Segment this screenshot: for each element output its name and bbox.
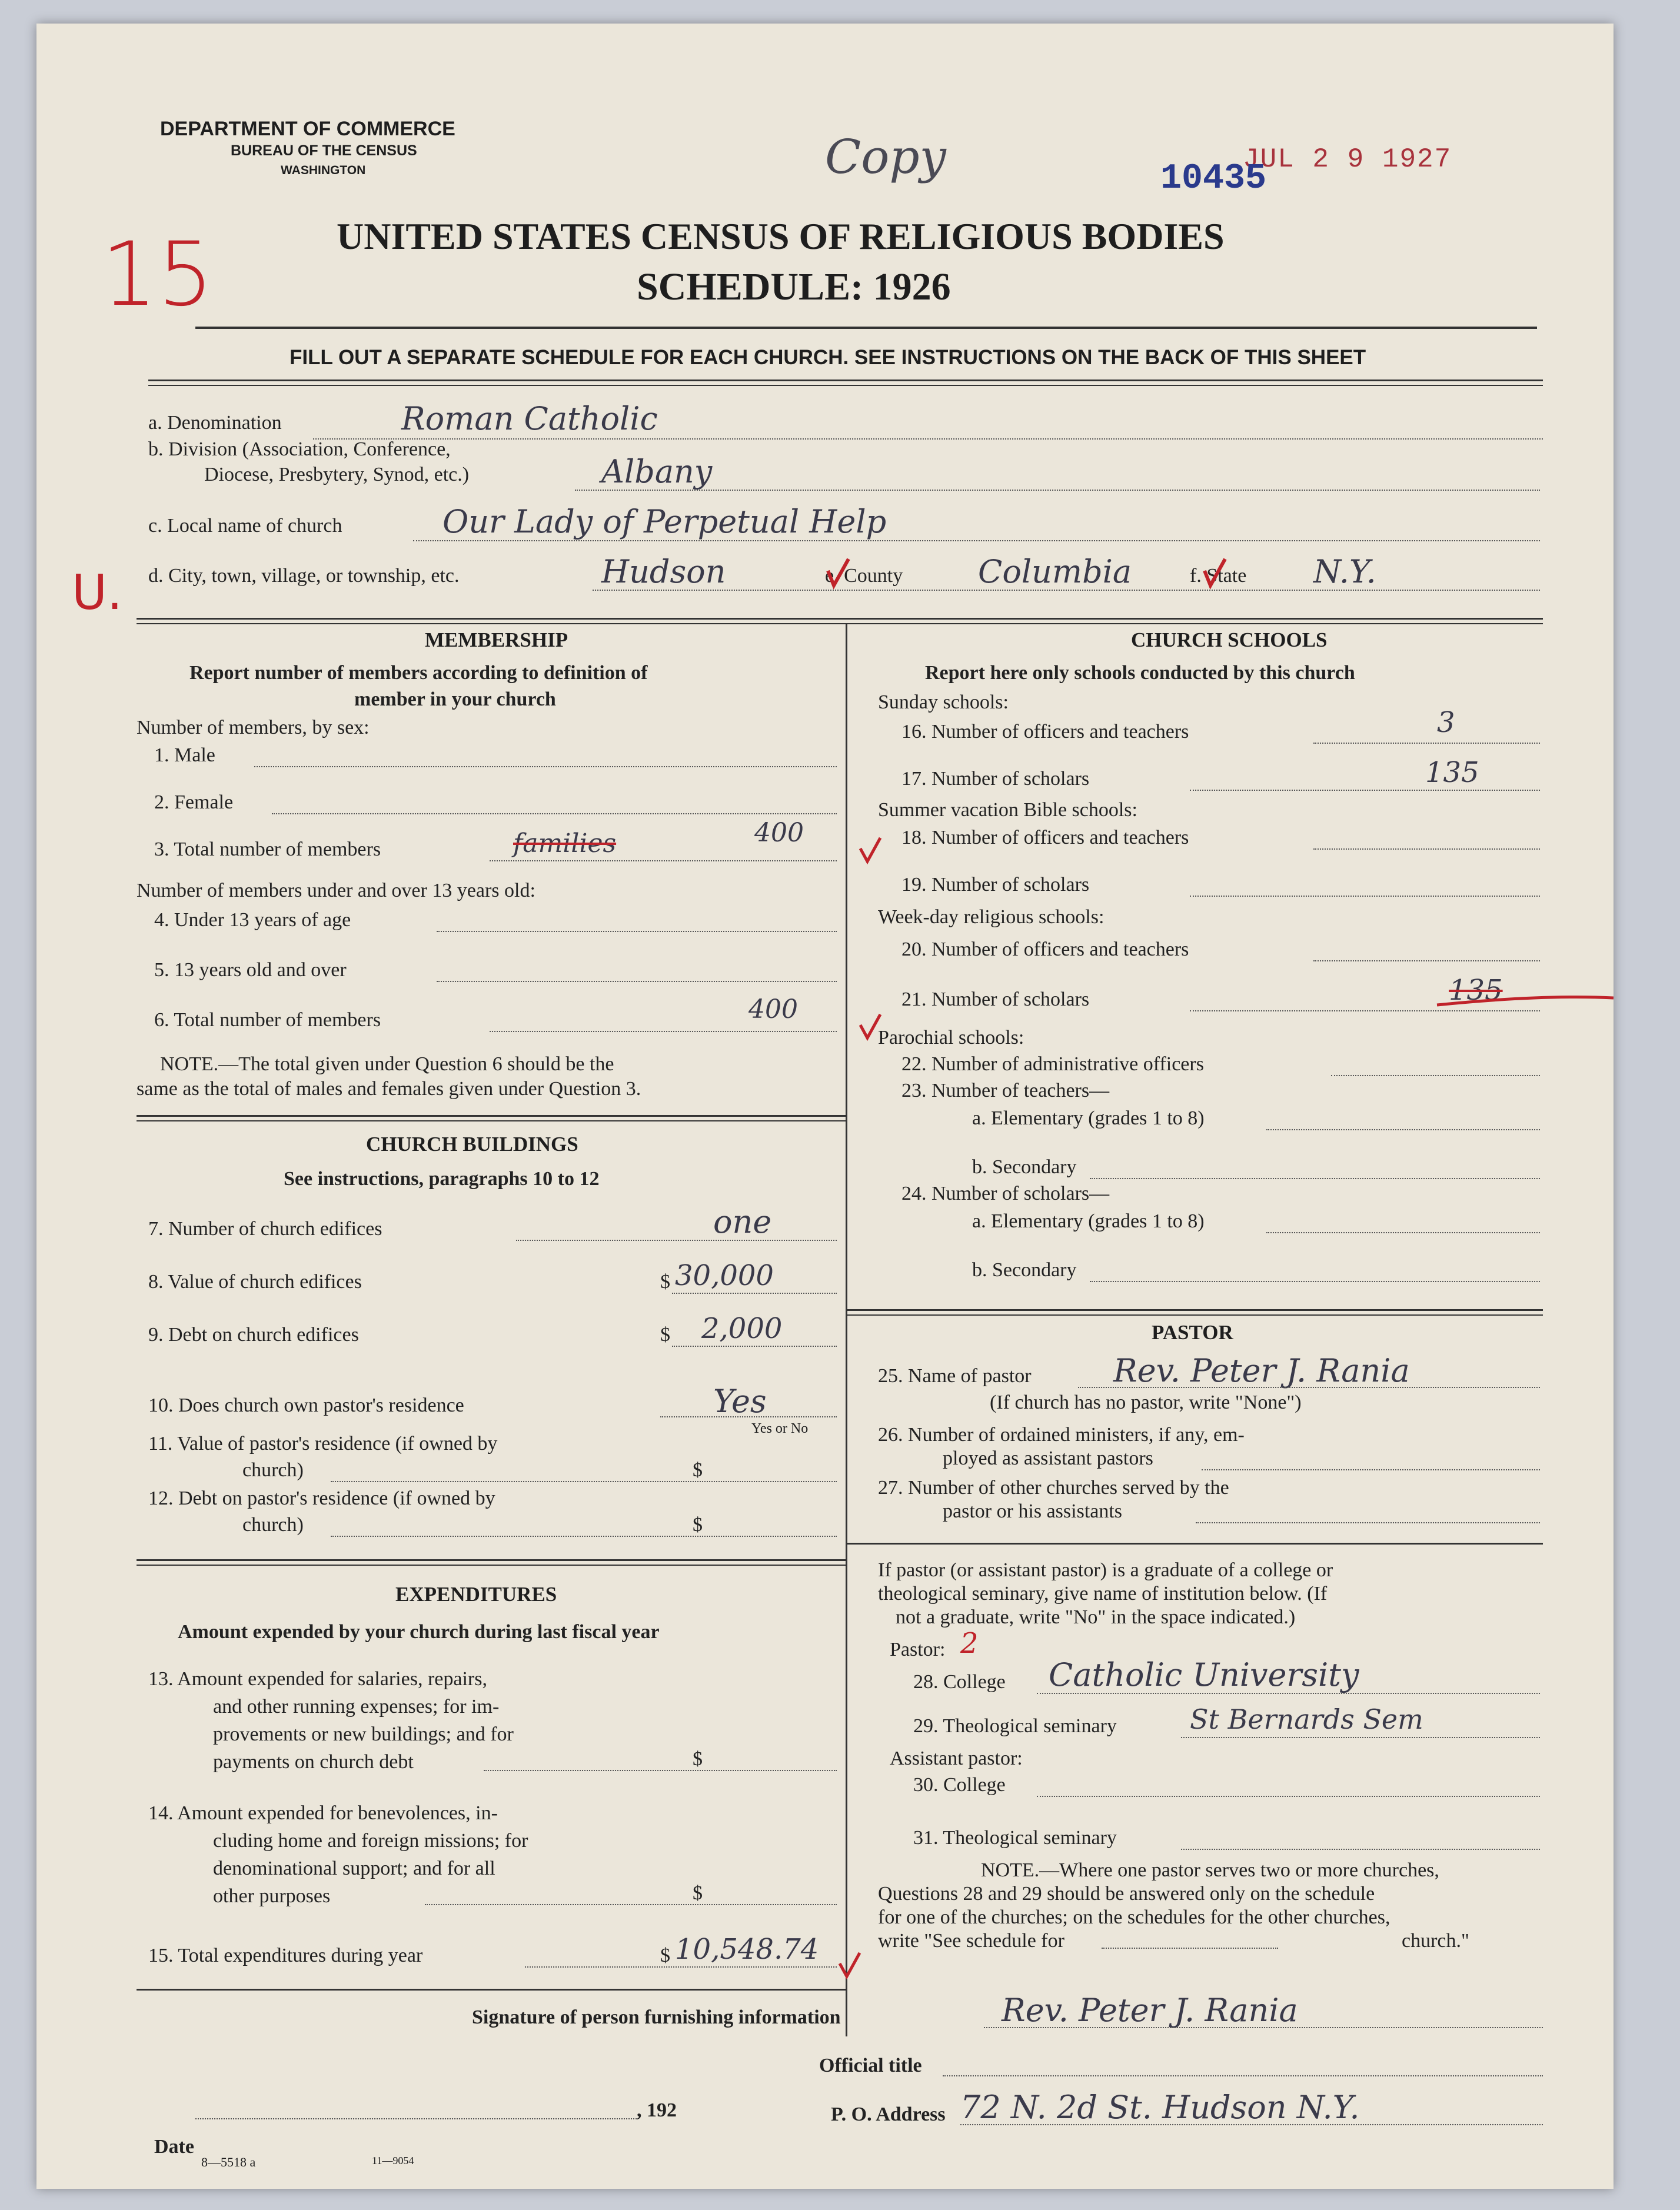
q10-value[interactable]: Yes: [713, 1383, 767, 1420]
q11-dollar: $: [693, 1459, 703, 1481]
q19-label: 19. Number of scholars: [901, 874, 1090, 896]
q25-value[interactable]: Rev. Peter J. Rania: [1113, 1352, 1410, 1389]
q28-value[interactable]: Catholic University: [1049, 1656, 1359, 1693]
buildings-sub: See instructions, paragraphs 10 to 12: [284, 1168, 600, 1190]
pastor-note-3: for one of the churches; on the schedules for the other churches,: [878, 1906, 1390, 1928]
q10-label: 10. Does church own pastor's residence: [148, 1394, 464, 1416]
city-check-mark: [828, 559, 849, 585]
county-check-mark: [1205, 559, 1225, 585]
q21-red-stroke: [1437, 997, 1614, 1006]
q28-label: 28. College: [913, 1671, 1006, 1693]
q14-line-4: other purposes: [213, 1885, 331, 1907]
q24a-label: a. Elementary (grades 1 to 8): [972, 1210, 1205, 1232]
q14-dollar: $: [693, 1882, 703, 1904]
membership-note-2: same as the total of males and females given under Question 3.: [137, 1078, 641, 1100]
q14-line-2: cluding home and foreign missions; for: [213, 1830, 528, 1852]
state-value[interactable]: N.Y.: [1313, 553, 1376, 590]
q7-label: 7. Number of church edifices: [148, 1218, 382, 1240]
q10-hint: Yes or No: [751, 1421, 809, 1436]
city-label: d. City, town, village, or township, etc.: [148, 565, 460, 587]
q21-value[interactable]: 135: [1449, 974, 1503, 1007]
pastor-red-mark: 2: [960, 1627, 979, 1660]
q12-dollar: $: [693, 1514, 703, 1536]
q3-struck-value: families: [513, 828, 617, 858]
po-address-label: P. O. Address: [831, 2104, 946, 2125]
pastor-note-4: write "See schedule for: [878, 1930, 1064, 1952]
q2-label: 2. Female: [154, 791, 234, 813]
q1-label: 1. Male: [154, 744, 215, 766]
q24b-label: b. Secondary: [972, 1259, 1077, 1281]
q23b-label: b. Secondary: [972, 1156, 1077, 1178]
file-number-stamp: 10435: [1160, 159, 1267, 199]
pastor-note-1: NOTE.—Where one pastor serves two or more churches,: [981, 1859, 1439, 1881]
date-year: , 192: [637, 2099, 677, 2121]
grad-instructions-2: theological seminary, give name of institution below. (If: [878, 1583, 1328, 1605]
q8-dollar: $: [660, 1271, 670, 1293]
fill-note: FILL OUT A SEPARATE SCHEDULE FOR EACH CHURCH. SEE INSTRUCTIONS ON THE BACK OF THIS SHEET: [290, 346, 1366, 369]
q14-line-3: denominational support; and for all: [213, 1858, 495, 1879]
census-form: [36, 24, 1614, 2189]
schedule-title: SCHEDULE: 1926: [637, 265, 951, 308]
q13-dollar: $: [693, 1748, 703, 1770]
q31-label: 31. Theological seminary: [913, 1827, 1117, 1849]
q22-label: 22. Number of administrative officers: [901, 1053, 1204, 1075]
pastor-sub-label: Pastor:: [890, 1639, 946, 1660]
q26-label-2: ployed as assistant pastors: [943, 1447, 1153, 1469]
q3-value[interactable]: 400: [754, 818, 804, 848]
pastor-note-2: Questions 28 and 29 should be answered only on the schedule: [878, 1883, 1375, 1905]
q27-label-2: pastor or his assistants: [943, 1500, 1123, 1522]
q25-hint: (If church has no pastor, write "None"): [990, 1392, 1302, 1413]
q13-line-2: and other running expenses; for im-: [213, 1696, 500, 1718]
q15-value[interactable]: 10,548.74: [675, 1933, 819, 1966]
membership-sub-2: member in your church: [354, 688, 556, 710]
signature-value[interactable]: Rev. Peter J. Rania: [1002, 1992, 1298, 2029]
q21-label: 21. Number of scholars: [901, 988, 1090, 1010]
schools-sub: Report here only schools conducted by this church: [925, 662, 1355, 684]
q17-label: 17. Number of scholars: [901, 768, 1090, 790]
q3-label: 3. Total number of members: [154, 838, 381, 860]
q26-label-1: 26. Number of ordained ministers, if any, em-: [878, 1424, 1245, 1446]
county-label: e. County: [825, 565, 903, 587]
q24-label: 24. Number of scholars—: [901, 1183, 1110, 1204]
q9-value[interactable]: 2,000: [701, 1312, 783, 1345]
membership-sub-1: Report number of members according to definition of: [189, 662, 648, 684]
county-value[interactable]: Columbia: [978, 553, 1132, 590]
city-value[interactable]: Hudson: [601, 553, 726, 590]
q6-value[interactable]: 400: [748, 994, 798, 1024]
q29-value[interactable]: St Bernards Sem: [1190, 1703, 1423, 1735]
local-name-value[interactable]: Our Lady of Perpetual Help: [443, 503, 887, 540]
q12-label-1: 12. Debt on pastor's residence (if owned by: [148, 1487, 495, 1509]
q5-label: 5. 13 years old and over: [154, 959, 347, 981]
date-label: Date: [154, 2136, 194, 2158]
summer-schools-label: Summer vacation Bible schools:: [878, 799, 1137, 821]
membership-heading: MEMBERSHIP: [425, 628, 568, 651]
q18-label: 18. Number of officers and teachers: [901, 827, 1189, 848]
q8-label: 8. Value of church edifices: [148, 1271, 362, 1293]
bureau-city: WASHINGTON: [281, 164, 366, 177]
q11-label-2: church): [242, 1459, 304, 1481]
q15-label: 15. Total expenditures during year: [148, 1945, 423, 1966]
received-stamp-date: JUL 2 9 1927: [1243, 144, 1452, 175]
q7-value[interactable]: one: [713, 1203, 772, 1240]
q13-line-3: provements or new buildings; and for: [213, 1723, 514, 1745]
q30-label: 30. College: [913, 1774, 1006, 1796]
bureau-name: BUREAU OF THE CENSUS: [231, 142, 417, 159]
signature-label: Signature of person furnishing information: [472, 2006, 841, 2028]
q20-label: 20. Number of officers and teachers: [901, 938, 1189, 960]
red-check-marks: [36, 24, 1614, 2189]
assistant-pastor-label: Assistant pastor:: [890, 1748, 1023, 1769]
weekday-schools-label: Week-day religious schools:: [878, 906, 1105, 928]
grad-instructions-1: If pastor (or assistant pastor) is a graduate of a college or: [878, 1559, 1333, 1581]
denomination-label: a. Denomination: [148, 412, 282, 434]
q15-check-mark: [840, 1953, 860, 1976]
margin-number: 15: [101, 224, 214, 326]
buildings-heading: CHURCH BUILDINGS: [366, 1133, 578, 1156]
q4-label: 4. Under 13 years of age: [154, 909, 351, 931]
membership-note-1: NOTE.—The total given under Question 6 should be the: [160, 1053, 614, 1075]
schools-heading: CHURCH SCHOOLS: [1131, 628, 1328, 651]
q23-label: 23. Number of teachers—: [901, 1080, 1110, 1101]
q13-line-4: payments on church debt: [213, 1751, 414, 1773]
q11-label-1: 11. Value of pastor's residence (if owned by: [148, 1433, 498, 1455]
q23a-label: a. Elementary (grades 1 to 8): [972, 1107, 1205, 1129]
members-by-sex-label: Number of members, by sex:: [137, 717, 370, 738]
q6-label: 6. Total number of members: [154, 1009, 381, 1031]
q12-label-2: church): [242, 1514, 304, 1536]
form-title: UNITED STATES CENSUS OF RELIGIOUS BODIES: [337, 215, 1225, 257]
q14-line-1: 14. Amount expended for benevolences, in-: [148, 1802, 498, 1824]
print-number: 11—9054: [372, 2155, 414, 2166]
pastor-heading: PASTOR: [1152, 1321, 1233, 1344]
q15-dollar: $: [660, 1945, 670, 1966]
q3-check-mark: [860, 838, 880, 861]
state-label: f. State: [1190, 565, 1247, 587]
q16-value[interactable]: 3: [1437, 706, 1455, 739]
form-number: 8—5518 a: [201, 2155, 256, 2169]
pastor-note-5: church.": [1402, 1930, 1469, 1952]
division-value[interactable]: Albany: [601, 453, 713, 490]
q9-dollar: $: [660, 1324, 670, 1346]
q25-label: 25. Name of pastor: [878, 1365, 1032, 1387]
q27-label-1: 27. Number of other churches served by the: [878, 1477, 1229, 1499]
q29-label: 29. Theological seminary: [913, 1715, 1117, 1737]
parochial-schools-label: Parochial schools:: [878, 1027, 1024, 1049]
q9-label: 9. Debt on church edifices: [148, 1324, 359, 1346]
q16-label: 16. Number of officers and teachers: [901, 721, 1189, 743]
grad-instructions-3: not a graduate, write "No" in the space indicated.): [896, 1606, 1296, 1628]
copy-mark: Copy: [825, 129, 946, 184]
official-title-label: Official title: [819, 2055, 922, 2076]
po-address-value[interactable]: 72 N. 2d St. Hudson N.Y.: [960, 2089, 1360, 2126]
denomination-value[interactable]: Roman Catholic: [401, 400, 658, 437]
expenditures-heading: EXPENDITURES: [395, 1583, 557, 1606]
sunday-schools-label: Sunday schools:: [878, 691, 1009, 713]
margin-u-mark: U.: [72, 565, 123, 621]
division-label: b. Division (Association, Conference,: [148, 438, 451, 460]
expenditures-sub: Amount expended by your church during last fiscal year: [178, 1621, 660, 1643]
division-label-2: Diocese, Presbytery, Synod, etc.): [204, 464, 470, 485]
q13-line-1: 13. Amount expended for salaries, repairs,: [148, 1668, 487, 1690]
age-label: Number of members under and over 13 years old:: [137, 880, 535, 901]
dept-name: DEPARTMENT OF COMMERCE: [160, 118, 455, 140]
q17-value[interactable]: 135: [1425, 756, 1479, 789]
q8-value[interactable]: 30,000: [675, 1259, 774, 1292]
q6-check-mark: [860, 1014, 880, 1038]
local-name-label: c. Local name of church: [148, 515, 342, 537]
